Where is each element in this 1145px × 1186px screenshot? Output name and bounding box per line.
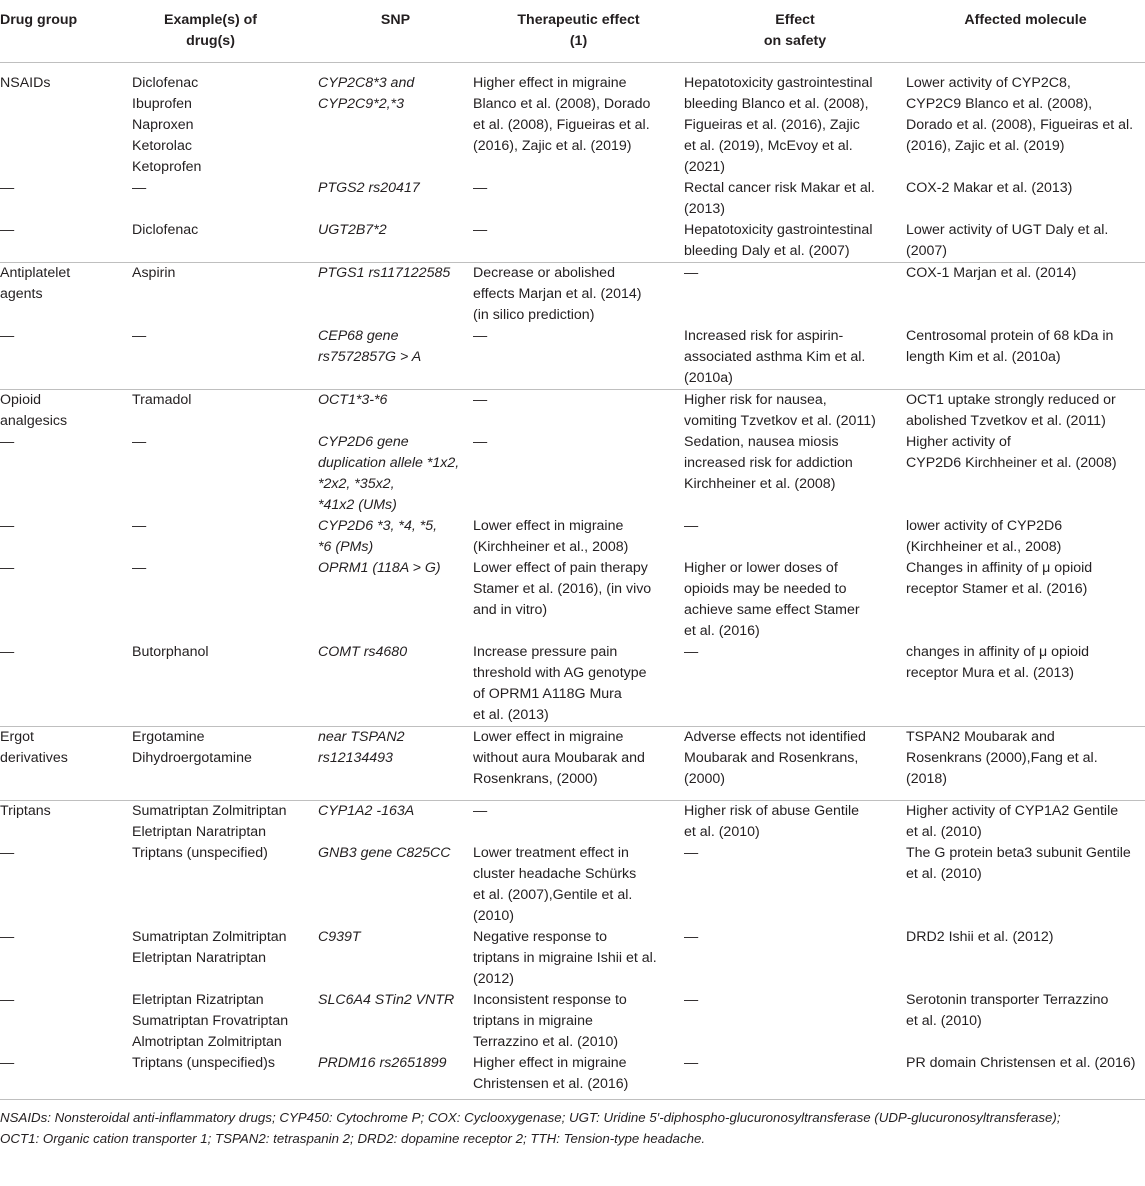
safety-effect-cell: —: [684, 928, 699, 945]
therapeutic-effect-cell: Decrease or abolished effects Marjan et al. (2014) (in silico prediction): [473, 264, 642, 323]
table-row: [0, 326, 1145, 390]
snp-cell: GNB3 gene C825CC: [318, 844, 451, 861]
table-row: [0, 220, 1145, 263]
snp-cell: SLC6A4 STin2 VNTR: [318, 991, 455, 1008]
examples-cell: Diclofenac: [132, 221, 199, 238]
affected-molecule-cell: COX-1 Marjan et al. (2014): [906, 264, 1077, 281]
safety-effect-cell: Adverse effects not identified Moubarak and Rosenkrans, (2000): [684, 728, 866, 787]
safety-effect-cell: Hepatotoxicity gastrointestinal bleeding Daly et al. (2007): [684, 221, 873, 259]
therapeutic-effect-cell: Higher effect in migraine Christensen et al. (2016): [473, 1054, 629, 1092]
drug-group-cell: —: [0, 928, 15, 945]
affected-molecule-cell: Serotonin transporter Terrazzino et al. (2010): [906, 991, 1109, 1029]
drug-group-cell: —: [0, 991, 15, 1008]
snp-cell: OCT1*3-*6: [318, 391, 388, 408]
examples-cell: Butorphanol: [132, 643, 209, 660]
safety-effect-cell: —: [684, 264, 699, 281]
table-row: [0, 558, 1145, 642]
affected-molecule-cell: Higher activity of CYP1A2 Gentile et al. (2010): [906, 802, 1119, 840]
header-examples: Example(s) of drug(s): [163, 12, 258, 49]
header-snp: SNP: [380, 12, 411, 28]
drug-group-cell: NSAIDs: [0, 74, 51, 91]
table-row: [0, 389, 1145, 432]
table-row: [0, 262, 1145, 326]
table-row: [0, 516, 1145, 558]
therapeutic-effect-cell: —: [473, 433, 488, 450]
snp-cell: near TSPAN2 rs12134493: [318, 728, 405, 766]
table-row: [0, 432, 1145, 516]
affected-molecule-cell: DRD2 Ishii et al. (2012): [906, 928, 1054, 945]
examples-cell: Sumatriptan Zolmitriptan Eletriptan Naratriptan: [132, 928, 287, 966]
therapeutic-effect-cell: Lower effect in migraine (Kirchheiner et al., 2008): [473, 517, 629, 555]
affected-molecule-cell: Centrosomal protein of 68 kDa in length Kim et al. (2010a): [906, 327, 1114, 365]
examples-cell: —: [132, 433, 147, 450]
snp-cell: CYP2D6 *3, *4, *5, *6 (PMs): [318, 517, 438, 555]
table-row: [0, 800, 1145, 843]
drug-group-cell: Opioid analgesics: [0, 391, 68, 429]
affected-molecule-cell: The G protein beta3 subunit Gentile et al. (2010): [906, 844, 1131, 882]
safety-effect-cell: Sedation, nausea miosis increased risk for addiction Kirchheiner et al. (2008): [684, 433, 853, 492]
examples-cell: Triptans (unspecified): [132, 844, 268, 861]
header-affected-molecule: Affected molecule: [964, 12, 1087, 28]
therapeutic-effect-cell: Lower effect of pain therapy Stamer et al. (2016), (in vivo and in vitro): [473, 559, 652, 618]
table-row: [0, 642, 1145, 727]
affected-molecule-cell: Lower activity of CYP2C8, CYP2C9 Blanco et al. (2008), Dorado et al. (2008), Figueiras et al. (2016), Zajic et al. (2019): [906, 74, 1134, 154]
safety-effect-cell: Rectal cancer risk Makar et al. (2013): [684, 179, 875, 217]
examples-cell: Diclofenac Ibuprofen Naproxen Ketorolac Ketoprofen: [132, 74, 202, 175]
examples-cell: —: [132, 517, 147, 534]
table-row: [0, 726, 1145, 800]
safety-effect-cell: —: [684, 844, 699, 861]
snp-cell: UGT2B7*2: [318, 221, 387, 238]
drug-group-cell: Triptans: [0, 802, 51, 819]
affected-molecule-cell: OCT1 uptake strongly reduced or abolished Tzvetkov et al. (2011): [906, 391, 1116, 429]
drug-group-cell: —: [0, 517, 15, 534]
snp-cell: CYP2C8*3 and CYP2C9*2,*3: [318, 74, 415, 112]
examples-cell: —: [132, 327, 147, 344]
drug-group-cell: Ergot derivatives: [0, 728, 68, 766]
safety-effect-cell: Hepatotoxicity gastrointestinal bleeding Blanco et al. (2008), Figueiras et al. (2016), Zajic et al. (2019), McEvoy et al. (2021): [684, 74, 873, 175]
table-row: [0, 178, 1145, 220]
affected-molecule-cell: PR domain Christensen et al. (2016): [906, 1054, 1136, 1071]
affected-molecule-cell: changes in affinity of μ opioid receptor Mura et al. (2013): [906, 643, 1090, 681]
safety-effect-cell: Higher or lower doses of opioids may be needed to achieve same effect Stamer et al. (2016): [684, 559, 860, 639]
snp-cell: CEP68 gene rs7572857G > A: [318, 327, 422, 365]
snp-cell: COMT rs4680: [318, 643, 408, 660]
header-drug-group: Drug group: [0, 12, 78, 28]
drug-group-cell: —: [0, 1054, 15, 1071]
examples-cell: Tramadol: [132, 391, 192, 408]
snp-cell: PTGS2 rs20417: [318, 179, 420, 196]
table-row: [0, 1053, 1145, 1095]
drug-group-cell: —: [0, 179, 15, 196]
affected-molecule-cell: Higher activity of CYP2D6 Kirchheiner et al. (2008): [906, 433, 1117, 471]
header-therapeutic-effect: Therapeutic effect (1): [517, 12, 640, 49]
table-row: [0, 843, 1145, 927]
affected-molecule-cell: lower activity of CYP2D6 (Kirchheiner et al., 2008): [906, 517, 1063, 555]
drug-group-cell: —: [0, 559, 15, 576]
snp-cell: CYP1A2 -163A: [318, 802, 415, 819]
therapeutic-effect-cell: Negative response to triptans in migraine Ishii et al. (2012): [473, 928, 657, 987]
therapeutic-effect-cell: —: [473, 221, 488, 238]
safety-effect-cell: —: [684, 991, 699, 1008]
examples-cell: Triptans (unspecified)s: [132, 1054, 275, 1071]
therapeutic-effect-cell: —: [473, 179, 488, 196]
affected-molecule-cell: Lower activity of UGT Daly et al. (2007): [906, 221, 1109, 259]
table-body: [0, 62, 1145, 1095]
table-row: [0, 990, 1145, 1053]
safety-effect-cell: Higher risk for nausea, vomiting Tzvetkov et al. (2011): [684, 391, 876, 429]
therapeutic-effect-cell: Lower effect in migraine without aura Moubarak and Rosenkrans, (2000): [473, 728, 645, 787]
snp-cell: PRDM16 rs2651899: [318, 1054, 447, 1071]
drug-group-cell: Antiplatelet agents: [0, 264, 71, 302]
examples-cell: Aspirin: [132, 264, 176, 281]
snp-cell: C939T: [318, 928, 361, 945]
table-row: [0, 927, 1145, 990]
snp-cell: OPRM1 (118A > G): [318, 559, 441, 576]
examples-cell: —: [132, 559, 147, 576]
affected-molecule-cell: Changes in affinity of μ opioid receptor Stamer et al. (2016): [906, 559, 1093, 597]
table-header-row: [0, 0, 1145, 62]
snp-cell: PTGS1 rs117122585: [318, 264, 451, 281]
safety-effect-cell: Increased risk for aspirin- associated asthma Kim et al. (2010a): [684, 327, 866, 386]
therapeutic-effect-cell: Increase pressure pain threshold with AG genotype of OPRM1 A118G Mura et al. (2013): [473, 643, 647, 723]
safety-effect-cell: —: [684, 517, 699, 534]
examples-cell: Ergotamine Dihydroergotamine: [132, 728, 252, 766]
drug-group-cell: —: [0, 327, 15, 344]
drug-group-cell: —: [0, 643, 15, 660]
drug-group-cell: —: [0, 844, 15, 861]
therapeutic-effect-cell: Inconsistent response to triptans in migraine Terrazzino et al. (2010): [473, 991, 627, 1050]
safety-effect-cell: Higher risk of abuse Gentile et al. (2010): [684, 802, 860, 840]
therapeutic-effect-cell: —: [473, 327, 488, 344]
therapeutic-effect-cell: —: [473, 802, 488, 819]
footnote: NSAIDs: Nonsteroidal anti-inflammatory drugs; CYP450: Cytochrome P; COX: Cyclooxygenase; UGT: Uridine 5′-diphospho-glucuronosyltransferase (UDP-glucuronosyltransferase); OCT1: Organic cation transporter 1; TSPAN2: tetraspanin 2; DRD2: dopamine receptor 2; TTH: Tension-type headache.: [0, 1099, 1145, 1149]
table-row: [0, 62, 1145, 178]
drug-group-cell: —: [0, 221, 15, 238]
therapeutic-effect-cell: Higher effect in migraine Blanco et al. (2008), Dorado et al. (2008), Figueiras et al. (2016), Zajic et al. (2019): [473, 74, 651, 154]
affected-molecule-cell: TSPAN2 Moubarak and Rosenkrans (2000),Fang et al. (2018): [906, 728, 1098, 787]
examples-cell: Sumatriptan Zolmitriptan Eletriptan Naratriptan: [132, 802, 287, 840]
header-safety-effect: Effect on safety: [763, 12, 827, 49]
drug-group-cell: —: [0, 433, 15, 450]
examples-cell: Eletriptan Rizatriptan Sumatriptan Frovatriptan Almotriptan Zolmitriptan: [132, 991, 289, 1050]
safety-effect-cell: —: [684, 643, 699, 660]
therapeutic-effect-cell: Lower treatment effect in cluster headache Schürks et al. (2007),Gentile et al. (2010): [473, 844, 637, 924]
snp-cell: CYP2D6 gene duplication allele *1x2, *2x2, *35x2, *41x2 (UMs): [318, 433, 460, 513]
examples-cell: —: [132, 179, 147, 196]
affected-molecule-cell: COX-2 Makar et al. (2013): [906, 179, 1073, 196]
therapeutic-effect-cell: —: [473, 391, 488, 408]
safety-effect-cell: —: [684, 1054, 699, 1071]
